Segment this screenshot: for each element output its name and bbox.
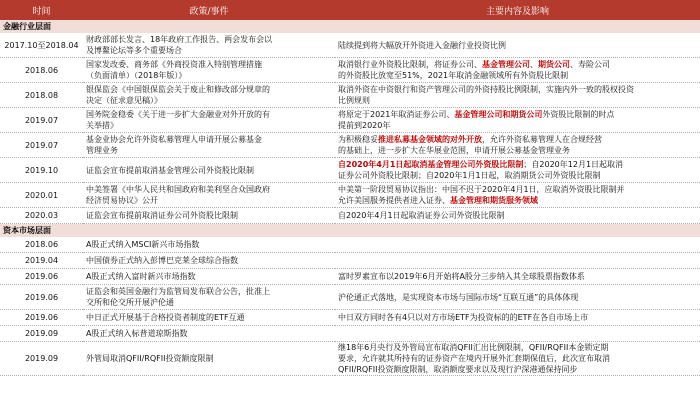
cell-policy	[83, 158, 335, 183]
policy-text: 证监会宣布提前取消证券公司外资股比限制	[86, 211, 238, 220]
section-row	[0, 224, 700, 238]
cell-time: 2019.09	[0, 342, 83, 376]
table-row	[0, 133, 700, 158]
content-text: 证券公司外资股比限制；自2020年1月1日起，取消期货公司外资股比限制	[338, 171, 601, 180]
cell-content	[335, 83, 700, 108]
content-text: 的基础上，进一步扩大在华展业范围，申请开展公募基金管理业务	[338, 146, 570, 155]
highlight-text: 基金管理公司	[482, 60, 530, 69]
cell-time: 2020.03	[0, 208, 83, 224]
table-row	[0, 183, 700, 208]
cell-content	[335, 33, 700, 58]
table-row	[0, 237, 700, 253]
policy-text: 证监会宣布提前取消基金管理公司外资股比限制	[86, 165, 254, 175]
policy-text: 国家发改委、商务部《外商投资准入特别管理措施	[86, 60, 262, 69]
content-text: 的外资股比放宽至51%，2021年取消金融领域所有外资股比限制	[338, 71, 569, 80]
table-row	[0, 33, 700, 58]
content-text: 、	[530, 60, 538, 69]
table-row	[0, 108, 700, 133]
table-row	[0, 326, 700, 342]
content-text: 继18年6月央行及外管局宣布取消QFII汇出比例限制，QFII/RQFII本金锁定期	[338, 343, 609, 352]
policy-text: 交所和伦交所开展沪伦通	[86, 298, 174, 307]
highlight-text: 推进私募基金领域的对外开放	[378, 135, 482, 144]
content-text: 提前到2020年	[338, 121, 391, 130]
content-text: 外资股比限制的时点	[542, 110, 615, 119]
table-row	[0, 83, 700, 108]
content-text: 比例规则	[338, 96, 370, 105]
cell-policy	[83, 253, 335, 269]
content-text: 为积极稳妥	[338, 135, 378, 144]
cell-content	[335, 253, 700, 269]
highlight-text: 自2020年4月1日起取消基金管理公司外资股比限制	[338, 160, 524, 169]
content-text: 允许美国服务提供者进入证券、	[338, 196, 450, 205]
cell-policy	[83, 33, 335, 58]
table-header-row	[0, 0, 700, 20]
cell-content	[335, 158, 700, 183]
highlight-text: 基金管理公司和期货公司	[454, 110, 543, 119]
table-row	[0, 208, 700, 224]
content-text: 取消外资在中资银行和资产管理公司的外资持股比例限制，实施内外一致的股权投资	[338, 85, 634, 94]
policy-text: 中日正式开展基于合格投资者制度的ETF互通	[86, 313, 245, 322]
cell-content	[335, 183, 700, 208]
policy-text: 中美签署《中华人民共和国政府和美利坚合众国政府	[86, 185, 270, 194]
highlight-text: 基金管理和期货服务领域	[450, 196, 538, 205]
cell-time: 2019.07	[0, 108, 83, 133]
content-text: 自2020年4月1日起取消证券公司外资股比限制	[338, 211, 505, 220]
cell-time: 2019.06	[0, 285, 83, 310]
cell-content	[335, 237, 700, 253]
cell-policy	[83, 285, 335, 310]
cell-content	[335, 133, 700, 158]
table-row	[0, 342, 700, 376]
policy-text: 中国债券正式纳入彭博巴克莱全球综合指数	[86, 256, 238, 265]
cell-policy	[83, 269, 335, 285]
cell-policy	[83, 326, 335, 342]
cell-time: 2019.06	[0, 310, 83, 326]
cell-time: 2019.10	[0, 158, 83, 183]
policy-text: 银保监会《中国银保监会关于废止和修改部分规章的	[86, 85, 270, 94]
cell-policy	[83, 83, 335, 108]
policy-text: 基金业协会允许外资私募管理人申请开展公募基金	[86, 135, 262, 144]
cell-policy	[83, 108, 335, 133]
cell-time: 2018.06	[0, 58, 83, 83]
content-text: 中美第一阶段贸易协议指出：中国不迟于2020年4月1日，应取消外资股比限制并	[338, 185, 625, 194]
content-text: 富时罗素宣布以2019年6月开始将A股分三步纳入其全球股票指数体系	[338, 272, 585, 281]
cell-time: 2019.04	[0, 253, 83, 269]
content-text: 取消银行业外资股比限制，将证券公司、	[338, 60, 482, 69]
table-row	[0, 269, 700, 285]
content-text: 中日双方同时各有4只以对方市场ETF为投资标的的ETF在各自市场上市	[338, 313, 589, 322]
section-row	[0, 20, 700, 33]
table-row	[0, 253, 700, 269]
content-text: 陆续提到将大幅放开外资进入金融行业投资比例	[338, 40, 506, 50]
cell-policy	[83, 310, 335, 326]
policy-text: 关举措》	[86, 121, 118, 130]
policy-text: 国务院金稳委《关于进一步扩大金融业对外开放的有	[86, 110, 270, 119]
policy-text: 证监会和英国金融行为监管局发布联合公告，批准上	[86, 287, 270, 296]
cell-content	[335, 269, 700, 285]
policy-text: 及博鳌论坛等多个重要场合	[86, 46, 182, 55]
table-body	[0, 20, 700, 376]
cell-policy	[83, 183, 335, 208]
highlight-text: 期货公司	[538, 60, 570, 69]
cell-time: 2019.09	[0, 326, 83, 342]
cell-content	[335, 208, 700, 224]
content-text: 将原定于2021年取消证券公司、	[338, 110, 455, 119]
content-text: 要求，允许就其所持有的证券资产在境内开展外汇套期保值后，此次宣布取消	[338, 354, 610, 363]
cell-content	[335, 285, 700, 310]
table-row	[0, 58, 700, 83]
policy-text: A股正式纳入富时新兴市场指数	[86, 272, 196, 281]
cell-time: 2019.07	[0, 133, 83, 158]
table-row	[0, 310, 700, 326]
cell-content	[335, 108, 700, 133]
cell-time: 2017.10至2018.04	[0, 33, 83, 58]
table-row	[0, 285, 700, 310]
cell-policy	[83, 58, 335, 83]
cell-content	[335, 310, 700, 326]
cell-content	[335, 326, 700, 342]
policy-text: 决定（征求意见稿）》	[86, 96, 162, 105]
cell-time: 2018.06	[0, 237, 83, 253]
header-policy: 政策/事件	[83, 0, 335, 20]
policy-text: A股正式纳入MSCI新兴市场指数	[86, 240, 200, 249]
content-text: 沪伦通正式落地，是实现资本市场与国际市场“互联互通”的具体体现	[338, 292, 579, 302]
policy-text: 管理业务	[86, 146, 118, 155]
cell-policy	[83, 237, 335, 253]
header-content: 主要内容及影响	[335, 0, 700, 20]
section-title: 金融行业层面	[0, 20, 700, 33]
cell-policy	[83, 342, 335, 376]
cell-content	[335, 58, 700, 83]
cell-policy	[83, 208, 335, 224]
policy-text: A股正式纳入标普道琼斯指数	[86, 329, 188, 338]
header-time: 时间	[0, 0, 83, 20]
policy-text: （负面清单）（2018年版）》	[86, 71, 187, 80]
cell-policy	[83, 133, 335, 158]
cell-content	[335, 342, 700, 376]
cell-time: 2018.08	[0, 83, 83, 108]
content-text: ；自2020年12月1日起取消	[523, 160, 624, 169]
cell-time: 2020.01	[0, 183, 83, 208]
cell-time: 2019.06	[0, 269, 83, 285]
section-title: 资本市场层面	[0, 224, 700, 238]
policy-text: 经济贸易协议》公开	[86, 196, 158, 205]
content-text: 、寿险公司	[570, 60, 610, 69]
content-text: QFII/RQFII投资额度限制，取消额度要求以及现行沪深港通保持同步	[338, 365, 578, 374]
table-row	[0, 158, 700, 183]
policy-text: 外管局取消QFII/RQFII投资额度限制	[86, 354, 214, 363]
policy-text: 财政部部长发言、18年政府工作报告、两会发布会以	[86, 35, 273, 44]
content-text: ，允许外资私募管理人在合规经营	[482, 135, 602, 144]
